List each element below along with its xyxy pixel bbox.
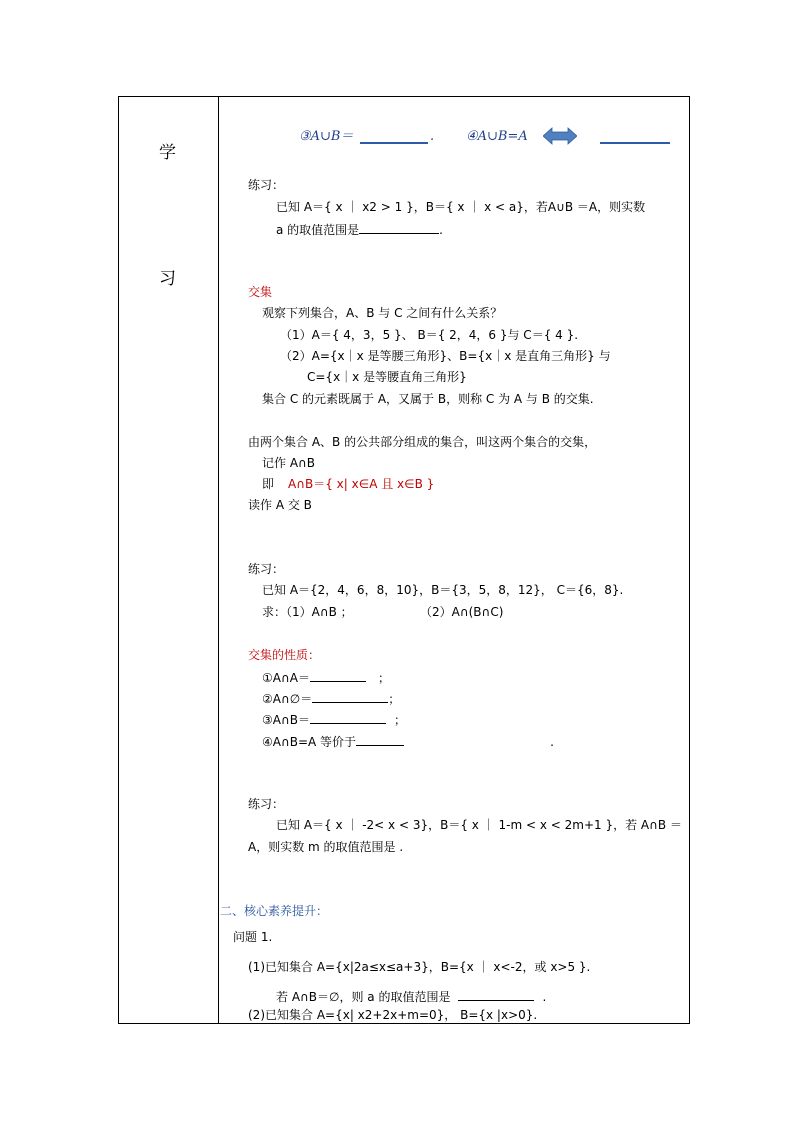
union-prop-4: ④A∪B=A [466,129,528,144]
case-2b: C={x｜x 是等腰直角三角形} [307,370,467,384]
double-arrow-icon [543,127,577,145]
intersection-definition: 由两个集合 A、B 的公共部分组成的集合，叫这两个集合的交集， [248,435,597,449]
exercise-2-label: 练习： [248,562,285,576]
intersection-heading: 交集 [248,285,273,299]
exercise-1-line2-text: a 的取值范围是 [276,223,360,237]
exercise-1-label: 练习： [248,178,285,192]
property-2 [262,690,400,706]
case-1: （1）A＝{ 4，3，5 }、 B＝{ 2，4，6 }与 C＝{ 4 }. [280,328,579,342]
intersection-ji: 即 [262,477,275,491]
property-2-end: ； [388,692,401,706]
property-3 [262,711,406,727]
property-4-end: . [550,735,554,749]
problem-1-part-1b [276,988,546,1004]
intersection-formula: A∩B＝{ x| x∈A 且 x∈B } [288,477,435,491]
exercise-1-period: . [439,223,443,237]
property-2-text: ②A∩∅＝ [262,692,313,706]
column-divider [218,96,219,1024]
intersection-notation: 记作 A∩B [262,456,316,470]
problem-1-label: 问题 1. [233,930,273,944]
case-2a: （2）A={x｜x 是等腰三角形}、B={x｜x 是直角三角形} 与 [280,349,611,363]
exercise-3-line2: A，则实数 m 的取值范围是 . [248,840,404,854]
property-1-blank [310,669,366,682]
problem-1-part-2: (2)已知集合 A={x| x2+2x+m=0}， B={x |x>0}. [248,1008,538,1022]
union-prop-4-blank [600,142,670,144]
property-3-text: ③A∩B＝ [262,713,310,727]
problem-1-part-1b-text: 若 A∩B＝∅，则 a 的取值范围是 [276,990,451,1004]
property-3-blank [310,711,386,724]
exercise-3-label: 练习： [248,797,285,811]
exercise-1-line1: 已知 A＝{ x ｜ x2 > 1 }，B＝{ x ｜ x < a}，若A∪B ＝A，则实数 [276,200,646,214]
exercise-2-given: 已知 A＝{2，4，6，8，10}，B＝{3，5，8，12}， C＝{6，8}. [262,583,624,597]
problem-1-part-1: (1)已知集合 A={x|2a≤x≤a+3}，B={x ｜ x<-2，或 x>5 }. [248,960,591,974]
property-4-text: ④A∩B=A 等价于 [262,735,357,749]
property-4-blank [356,733,404,746]
side-label-bottom: 习 [159,269,176,289]
union-prop-3-blank [360,142,428,144]
union-prop-3: ③A∪B＝ [299,129,354,144]
property-4 [262,733,554,749]
side-label-top: 学 [159,143,176,163]
property-1-end: ； [377,671,390,685]
intersection-description: 集合 C 的元素既属于 A，又属于 B，则称 C 为 A 与 B 的交集. [262,392,594,406]
exercise-2-ask-1: 求：（1）A∩B ； [262,605,353,619]
problem-1-blank [458,988,534,1001]
exercise-2-ask-2: （2）A∩(B∩C) [420,605,504,619]
exercise-1-line2 [276,221,443,237]
intersection-read: 读作 A 交 B [248,498,312,512]
union-prop-3-dot: . [430,129,435,144]
property-1-text: ①A∩A＝ [262,671,310,685]
exercise-1-blank [359,221,439,234]
property-3-end: ； [393,713,406,727]
core-heading: 二、核心素养提升： [220,904,329,918]
property-2-blank [312,690,388,703]
exercise-3-line1: 已知 A＝{ x ｜ -2< x < 3}，B＝{ x ｜ 1-m < x < 2m+1 }，若 A∩B ＝ [276,818,682,832]
properties-heading: 交集的性质： [248,648,321,662]
problem-1-period: . [542,990,547,1004]
observe-text: 观察下列集合，A、B 与 C 之间有什么关系？ [262,306,503,320]
property-1 [262,669,390,685]
